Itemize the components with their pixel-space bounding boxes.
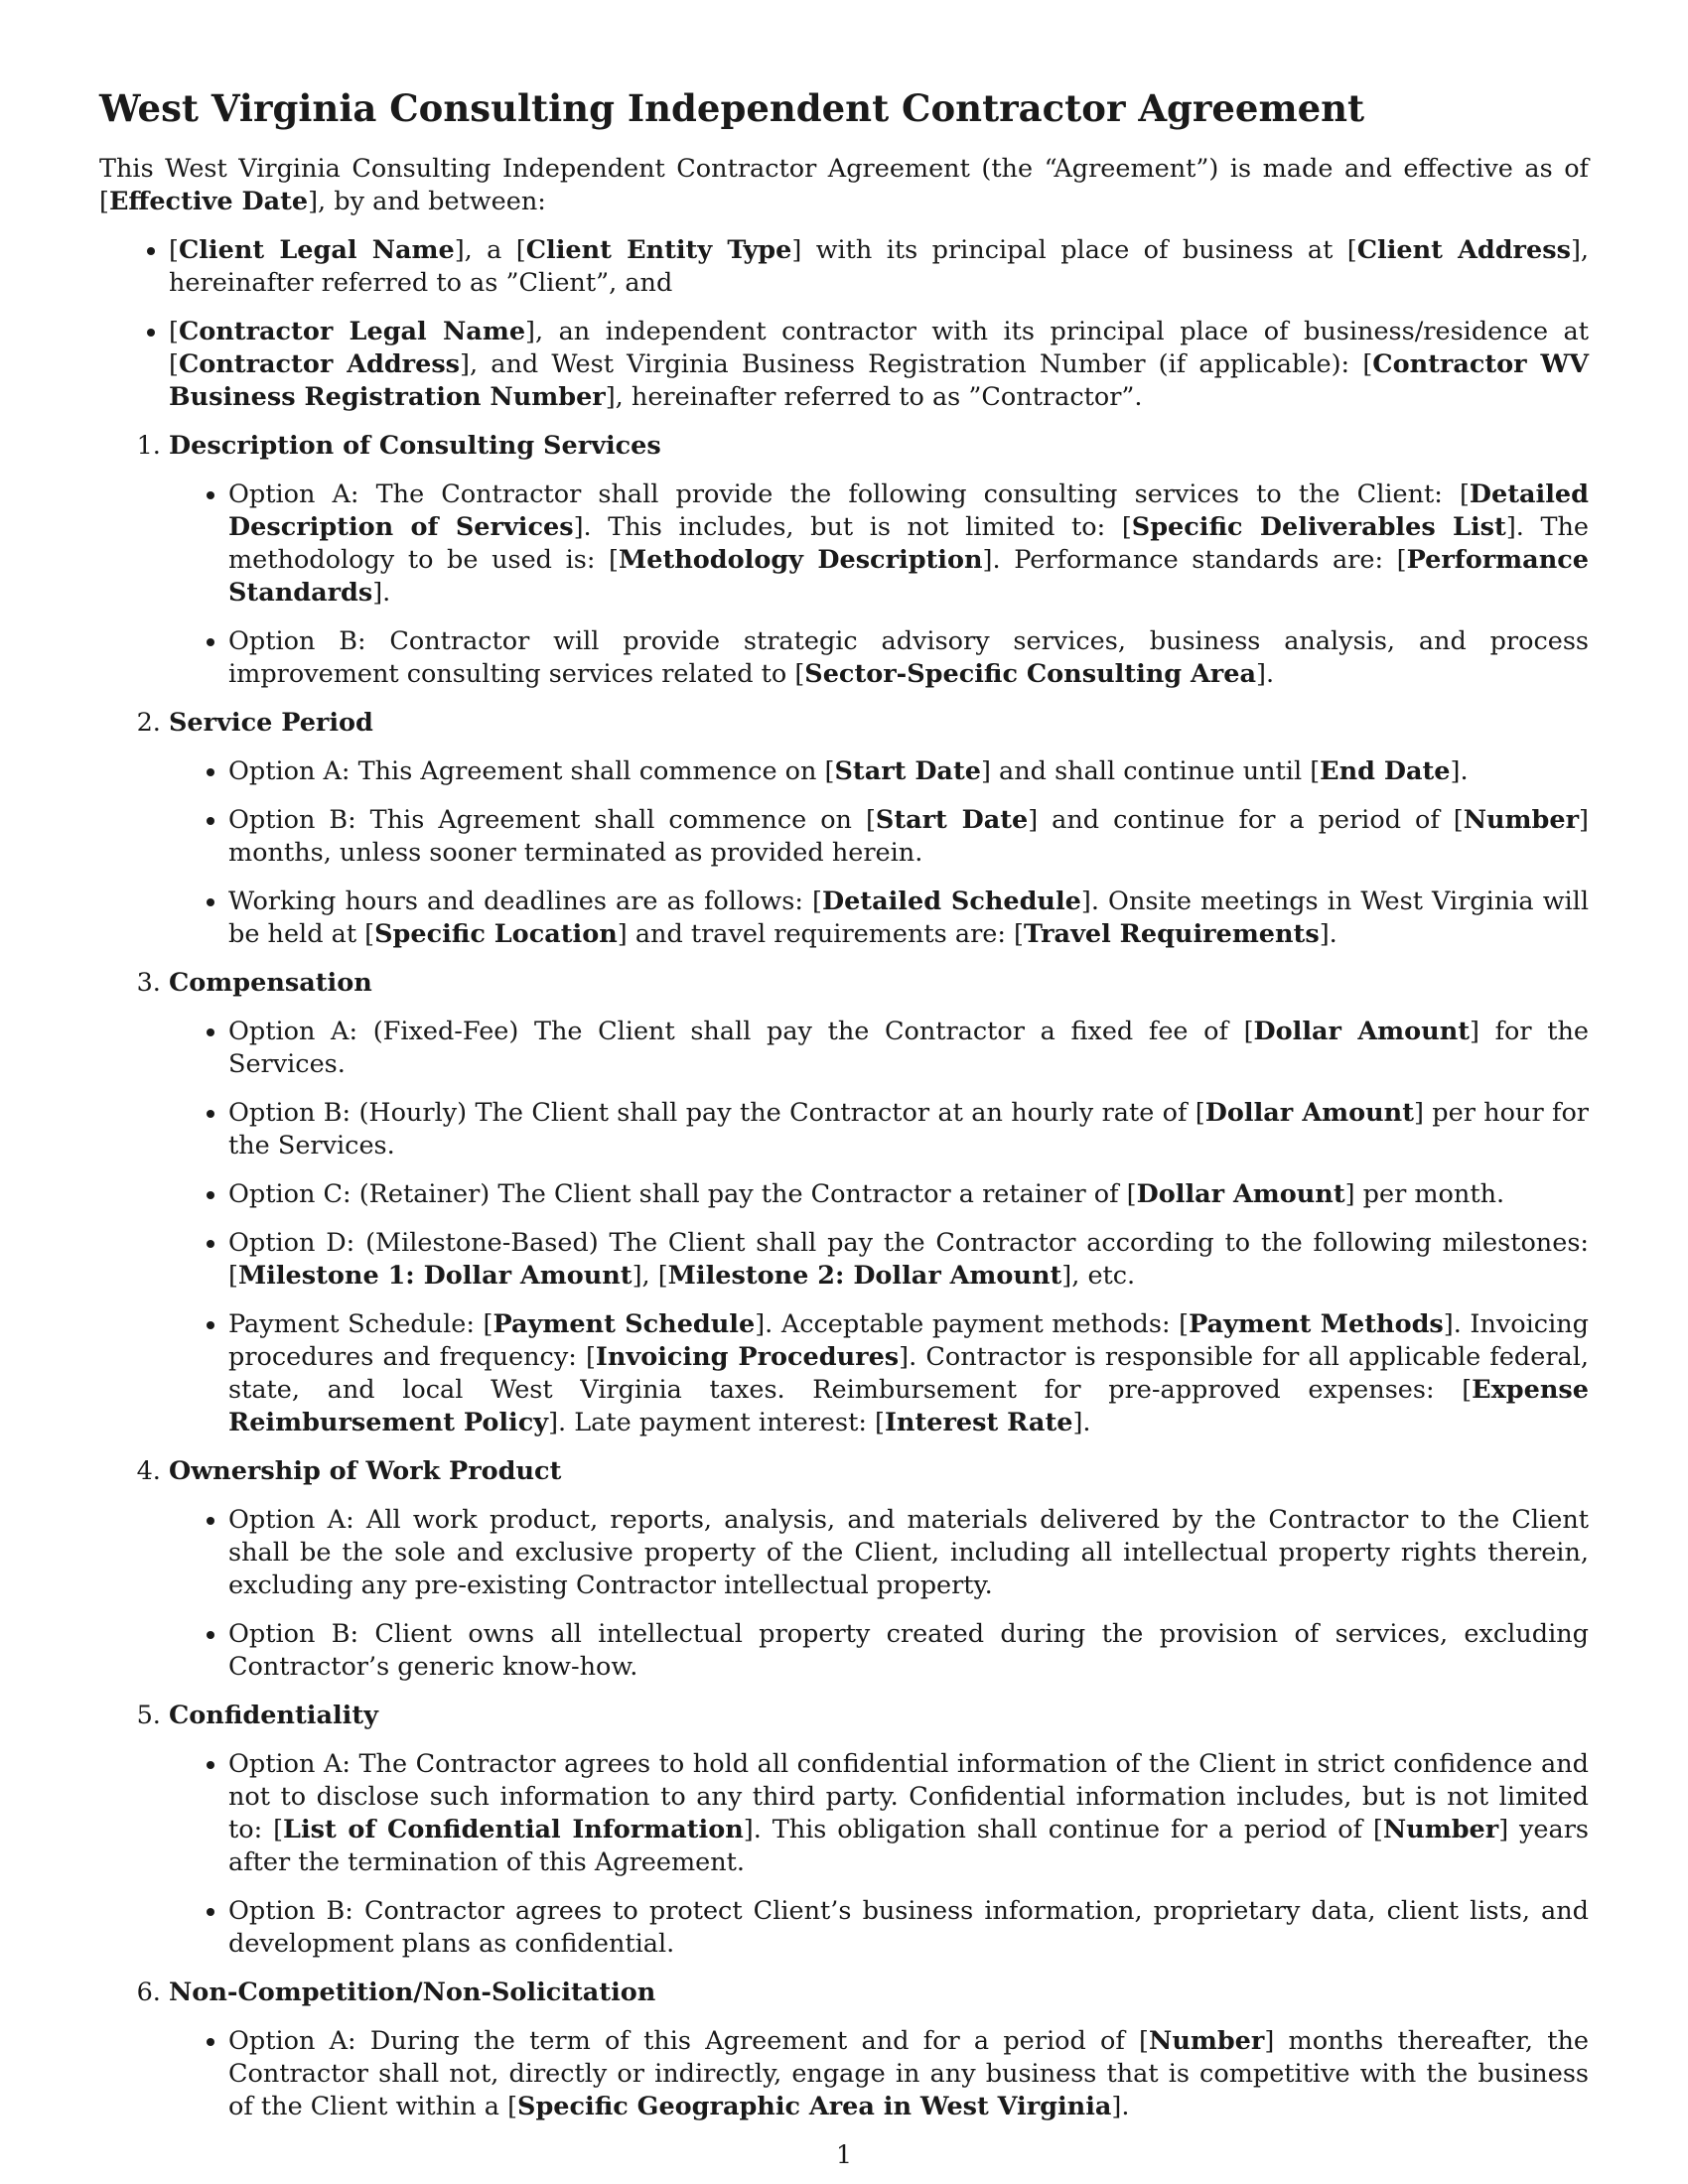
- placeholder-field: List of Confidential Information: [283, 1815, 744, 1844]
- section-options-list: [169, 1504, 1589, 1684]
- text-run: ] for the Services.: [228, 1017, 1589, 1079]
- section-options-list: [169, 755, 1589, 951]
- page-number: 1: [835, 2140, 853, 2170]
- text-run: ] years after the termination of this Agreement.: [228, 1815, 1590, 1877]
- text-run: ].: [1319, 919, 1337, 949]
- placeholder-field: Interest Rate: [885, 1408, 1073, 1437]
- placeholder-field: Contractor Address: [178, 349, 461, 379]
- option-item: [228, 1504, 1589, 1602]
- text-run: Option A: During the term of this Agreement and for a period of [: [228, 2026, 1150, 2056]
- text-run: ] months thereafter, the Contractor shall not, directly or indirectly, engage in any business that is competitive with the business of the Client within a [: [228, 2026, 1589, 2121]
- text-run: ] and travel requirements are: [: [617, 919, 1024, 949]
- placeholder-field: Methodology Description: [619, 545, 983, 575]
- placeholder-field: Milestone 2: Dollar Amount: [667, 1261, 1062, 1291]
- text-run: Working hours and deadlines are as follows: [: [228, 887, 822, 916]
- option-item: [228, 1895, 1589, 1961]
- text-run: ], hereinafter referred to as ”Contractor”.: [605, 382, 1143, 412]
- option-item: [228, 1227, 1589, 1293]
- placeholder-field: Expense Reimbursement Policy: [228, 1375, 1589, 1437]
- text-run: ]. Acceptable payment methods: [: [755, 1309, 1190, 1339]
- text-run: Payment Schedule: [: [228, 1309, 493, 1339]
- placeholder-field: Specific Location: [374, 919, 618, 949]
- party-item: [169, 234, 1589, 300]
- text-run: [: [169, 235, 179, 265]
- section-options-list: [169, 1016, 1589, 1439]
- text-run: ], by and between:: [308, 187, 546, 216]
- text-run: Option A: This Agreement shall commence on [: [228, 756, 835, 786]
- option-item: [228, 755, 1589, 788]
- text-run: ], [: [632, 1261, 668, 1291]
- text-run: ] and continue for a period of [: [1028, 805, 1464, 835]
- option-item: [228, 804, 1589, 870]
- text-run: [: [169, 317, 179, 346]
- sections-list: [99, 430, 1589, 2123]
- placeholder-field: Client Address: [1356, 235, 1571, 265]
- text-run: ], an independent contractor with its principal place of business/residence at [: [169, 317, 1589, 379]
- placeholder-field: Contractor Legal Name: [178, 317, 526, 346]
- section-title: 3. Compensation: [169, 968, 372, 998]
- placeholder-field: Dollar Amount: [1136, 1179, 1345, 1209]
- placeholder-field: Number: [1149, 2026, 1265, 2056]
- text-run: ].: [372, 578, 391, 608]
- text-run: ].: [1111, 2092, 1130, 2121]
- text-run: Option B: This Agreement shall commence on [: [228, 805, 876, 835]
- section-item: [169, 967, 1589, 1439]
- text-run: ], etc.: [1061, 1261, 1136, 1291]
- section-options-list: [169, 2025, 1589, 2123]
- section-options-list: [169, 478, 1589, 691]
- option-item: [228, 1308, 1589, 1439]
- text-run: Option A: (Fixed-Fee) The Client shall pay the Contractor a fixed fee of [: [228, 1017, 1254, 1046]
- placeholder-field: Contractor WV Business Registration Number: [169, 349, 1589, 412]
- text-run: ].: [1256, 659, 1275, 689]
- text-run: ]. Onsite meetings in West Virginia will be held at [: [228, 887, 1589, 949]
- placeholder-field: End Date: [1320, 756, 1451, 786]
- text-run: ] months, unless sooner terminated as provided herein.: [228, 805, 1589, 868]
- placeholder-field: Specific Geographic Area in West Virginia: [517, 2092, 1112, 2121]
- section-item: [169, 1977, 1589, 2123]
- text-run: Option B: Contractor agrees to protect Client’s business information, proprietary data, client lists, and development plans as confidential.: [228, 1896, 1589, 1959]
- text-run: ]. This includes, but is not limited to: [: [573, 512, 1132, 542]
- parties-list: [99, 234, 1589, 414]
- text-run: Option B: (Hourly) The Client shall pay the Contractor at an hourly rate of [: [228, 1098, 1205, 1128]
- section-title: 4. Ownership of Work Product: [169, 1456, 562, 1486]
- placeholder-field: Start Date: [875, 805, 1029, 835]
- placeholder-field: Dollar Amount: [1204, 1098, 1414, 1128]
- text-run: ]. Late payment interest: [: [548, 1408, 885, 1437]
- placeholder-field: Payment Methods: [1189, 1309, 1444, 1339]
- intro-paragraph: [99, 153, 1589, 218]
- text-run: ]. This obligation shall continue for a period of [: [743, 1815, 1383, 1844]
- text-run: ], a [: [454, 235, 526, 265]
- section-item: [169, 1700, 1589, 1961]
- text-run: Option B: Contractor will provide strategic advisory services, business analysis, and process improvement consulting services related to [: [228, 626, 1589, 689]
- option-item: [228, 1178, 1589, 1211]
- placeholder-field: Effective Date: [108, 187, 309, 216]
- placeholder-field: Client Legal Name: [178, 235, 455, 265]
- text-run: ]. Invoicing procedures and frequency: [: [228, 1309, 1589, 1372]
- placeholder-field: Dollar Amount: [1253, 1017, 1471, 1046]
- option-item: [228, 625, 1589, 691]
- text-run: ]. Contractor is responsible for all applicable federal, state, and local West Virginia taxes. Reimbursement for pre-approved expenses: [: [228, 1342, 1589, 1405]
- placeholder-field: Number: [1382, 1815, 1499, 1844]
- text-run: ] and shall continue until [: [980, 756, 1321, 786]
- option-item: [228, 1016, 1589, 1081]
- document-title: West Virginia Consulting Independent Contractor Agreement: [99, 86, 1365, 130]
- section-title: 6. Non-Competition/Non-Solicitation: [169, 1978, 656, 2007]
- text-run: ], and West Virginia Business Registration Number (if applicable): [: [460, 349, 1373, 379]
- option-item: [228, 478, 1589, 610]
- text-run: ] per hour for the Services.: [228, 1098, 1589, 1160]
- placeholder-field: Detailed Schedule: [821, 887, 1081, 916]
- placeholder-field: Payment Schedule: [492, 1309, 756, 1339]
- option-item: [228, 2025, 1589, 2123]
- placeholder-field: Detailed Description of Services: [228, 479, 1589, 542]
- section-title: 1. Description of Consulting Services: [169, 431, 661, 461]
- section-title: 2. Service Period: [169, 708, 373, 738]
- text-run: Option A: The Contractor agrees to hold all confidential information of the Client in strict confidence and not to disclose such information to any third party. Confidential information includes, but is not limited to: [: [228, 1749, 1589, 1844]
- option-item: [228, 1618, 1589, 1684]
- document-page: [99, 85, 1589, 2139]
- text-run: ]. The methodology to be used is: [: [228, 512, 1589, 575]
- section-item: [169, 430, 1589, 691]
- placeholder-field: Sector-Specific Consulting Area: [804, 659, 1256, 689]
- option-item: [228, 1748, 1589, 1879]
- text-run: Option A: All work product, reports, analysis, and materials delivered by the Contractor to the Client shall be the sole and exclusive property of the Client, including all intellectual property rights therein, excluding any pre-existing Contractor intellectual property.: [228, 1505, 1589, 1600]
- placeholder-field: Number: [1463, 805, 1580, 835]
- option-item: [228, 1097, 1589, 1162]
- placeholder-field: Specific Deliverables List: [1131, 512, 1506, 542]
- party-item: [169, 316, 1589, 414]
- text-run: Option A: The Contractor shall provide the following consulting services to the Client: [: [228, 479, 1470, 509]
- placeholder-field: Invoicing Procedures: [595, 1342, 900, 1372]
- placeholder-field: Performance Standards: [228, 545, 1589, 608]
- placeholder-field: Client Entity Type: [525, 235, 792, 265]
- placeholder-field: Travel Requirements: [1024, 919, 1320, 949]
- placeholder-field: Start Date: [834, 756, 981, 786]
- text-run: This West Virginia Consulting Independent Contractor Agreement (the “Agreement”) is made and effective as of [: [99, 154, 1589, 216]
- text-run: ] with its principal place of business at [: [791, 235, 1357, 265]
- text-run: Option B: Client owns all intellectual property created during the provision of services, excluding Contractor’s generic know-how.: [228, 1619, 1589, 1682]
- text-run: ]. Performance standards are: [: [982, 545, 1407, 575]
- text-run: ] per month.: [1344, 1179, 1505, 1209]
- text-run: Option C: (Retainer) The Client shall pay the Contractor a retainer of [: [228, 1179, 1137, 1209]
- section-item: [169, 1455, 1589, 1684]
- text-run: ], hereinafter referred to as ”Client”, and: [169, 235, 1589, 298]
- text-run: ].: [1450, 756, 1469, 786]
- placeholder-field: Milestone 1: Dollar Amount: [237, 1261, 633, 1291]
- option-item: [228, 886, 1589, 951]
- section-options-list: [169, 1748, 1589, 1961]
- section-title: 5. Confidentiality: [169, 1701, 378, 1730]
- text-run: ].: [1072, 1408, 1091, 1437]
- section-item: [169, 707, 1589, 951]
- text-run: Option D: (Milestone-Based) The Client shall pay the Contractor according to the following milestones: [: [228, 1228, 1589, 1291]
